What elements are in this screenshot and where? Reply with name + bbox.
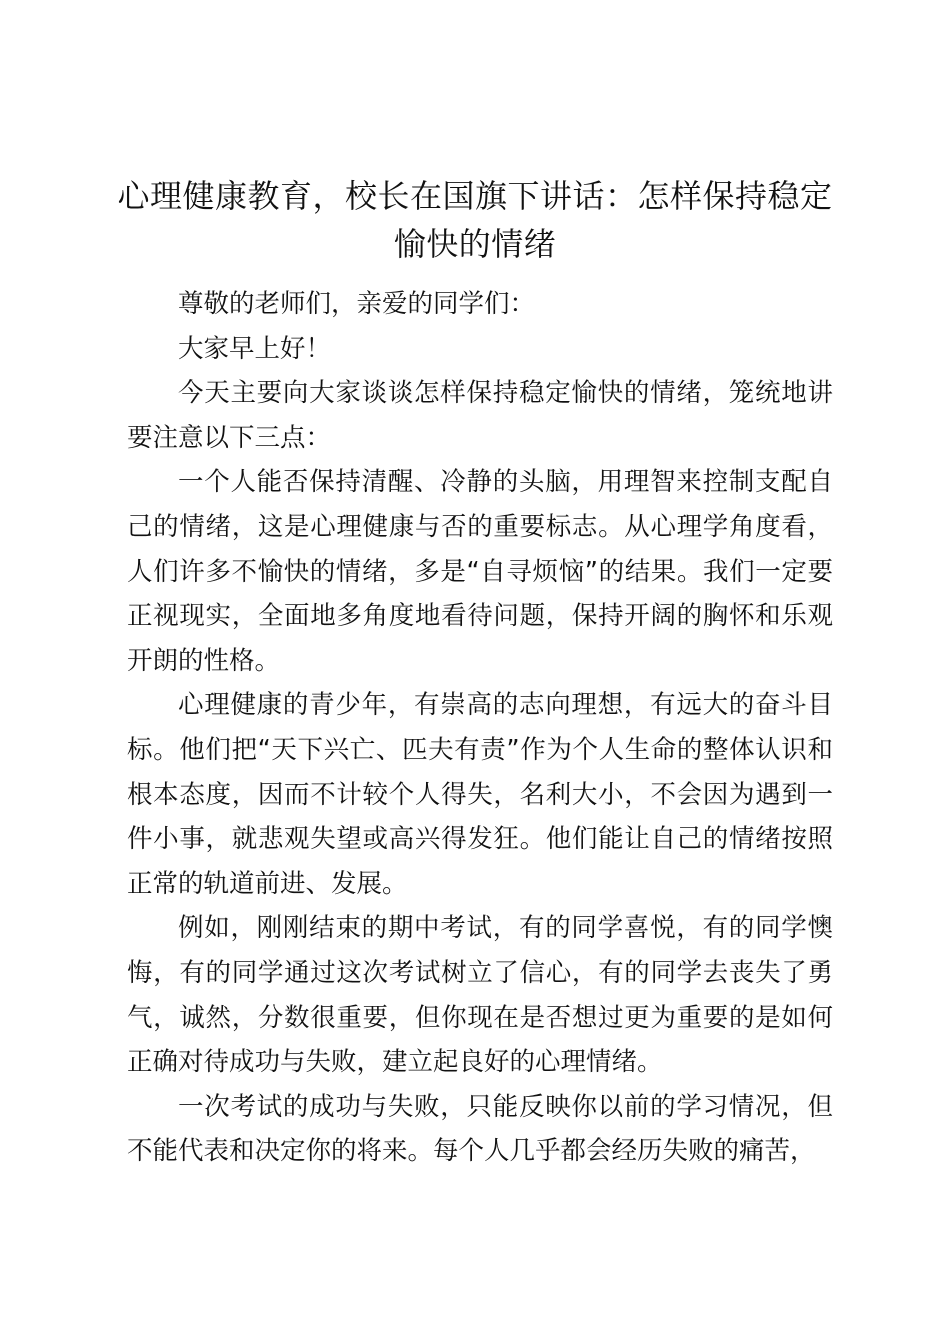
document-body <box>127 282 833 1174</box>
document-title: 心理健康教育，校长在国旗下讲话：怎样保持稳定愉快的情绪 <box>117 177 833 263</box>
paragraph-greeting: 大家早上好！ <box>178 333 332 364</box>
paragraph-intro: 今天主要向大家谈谈怎样保持稳定愉快的情绪，笼统地讲要注意以下三点： <box>127 378 833 453</box>
paragraph-point-two: 心理健康的青少年，有崇高的志向理想，有远大的奋斗目标。他们把“天下兴亡、匹夫有责”作为个人生命的整体认识和根本态度，因而不计较个人得失，名利大小，不会因为遇到一件小事，就悲观失望或高兴得发狂。他们能让自己的情绪按照正常的轨道前进、发展。 <box>127 690 833 899</box>
paragraph-salutation: 尊敬的老师们，亲爱的同学们： <box>178 289 536 319</box>
paragraph-example: 例如，刚刚结束的期中考试，有的同学喜悦，有的同学懊悔，有的同学通过这次考试树立了信心，有的同学去丧失了勇气，诚然，分数很重要，但你现在是否想过更为重要的是如何正确对待成功与失败，建立起良好的心理情绪。 <box>127 913 833 1078</box>
paragraph-point-one: 一个人能否保持清醒、冷静的头脑，用理智来控制支配自己的情绪，这是心理健康与否的重要标志。从心理学角度看，人们许多不愉快的情绪，多是“自寻烦恼”的结果。我们一定要正视现实，全面地多角度地看待问题，保持开阔的胸怀和乐观开朗的性格。 <box>127 467 833 676</box>
paragraph-exam-outcome: 一次考试的成功与失败，只能反映你以前的学习情况，但不能代表和决定你的将来。每个人几乎都会经历失败的痛苦， <box>127 1091 833 1167</box>
